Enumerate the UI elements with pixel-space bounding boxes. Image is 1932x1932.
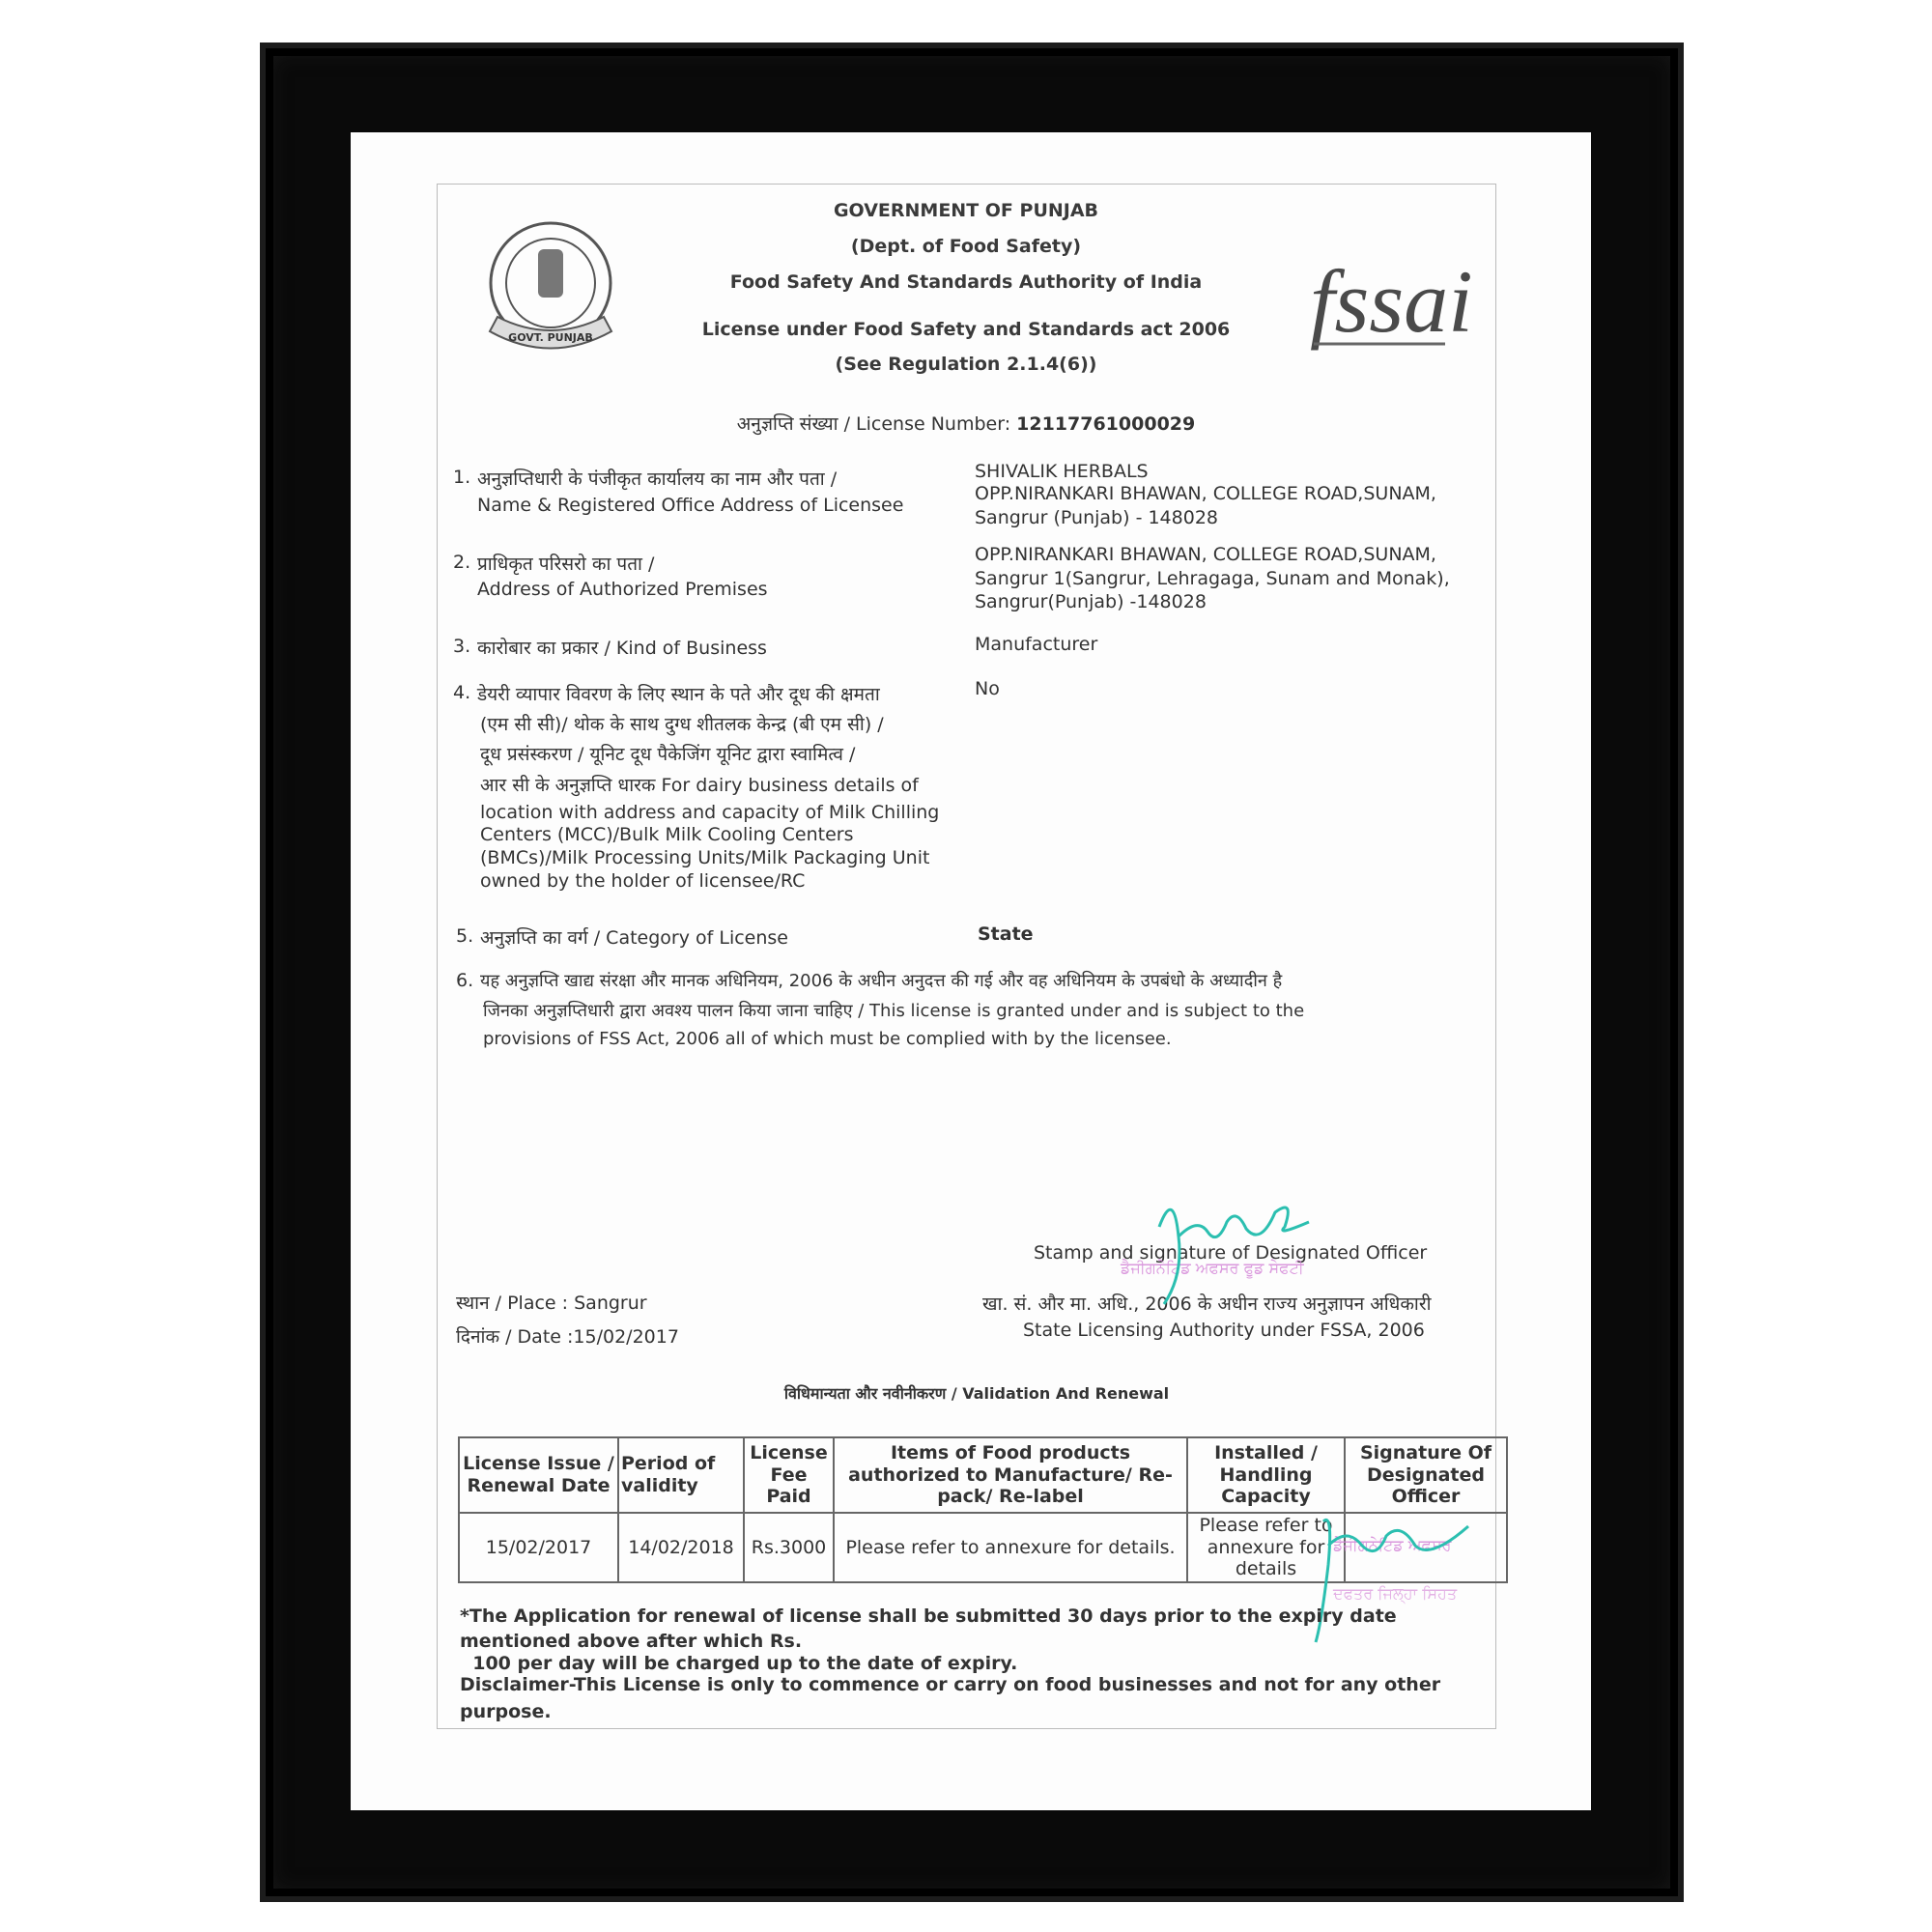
item-label: (BMCs)/Milk Processing Units/Milk Packaging Unit: [480, 847, 930, 868]
item-number: 2.: [453, 552, 471, 573]
officer-signature-icon: [1140, 1169, 1333, 1314]
place-value: Sangrur: [574, 1293, 647, 1314]
column-header: Installed / Handling Capacity: [1187, 1437, 1345, 1513]
license-number-value: 12117761000029: [1016, 413, 1196, 435]
dairy-business-value: No: [975, 678, 1000, 699]
authority-hindi: खा. सं. और मा. अधि., 2006 के अधीन राज्य अनुज्ञापन अधिकारी: [982, 1293, 1432, 1315]
header-line-1: GOVERNMENT OF PUNJAB: [833, 200, 1099, 221]
date-row: [456, 1328, 679, 1347]
disclaimer: Disclaimer-This License is only to commence or carry on food businesses and not for any other: [460, 1674, 1441, 1695]
item-label: Name & Registered Office Address of Licensee: [477, 495, 904, 516]
table-header-row: [459, 1437, 1507, 1513]
kind-of-business: Manufacturer: [975, 634, 1098, 655]
column-header: License Fee Paid: [744, 1437, 834, 1513]
item-number: 5.: [456, 925, 474, 947]
punjab-govt-seal-icon: [478, 220, 623, 365]
premises-address: Sangrur(Punjab) -148028: [975, 591, 1207, 612]
footer-note: *The Application for renewal of license shall be submitted 30 days prior to the expiry date: [460, 1605, 1397, 1627]
footer-note: mentioned above after which Rs.: [460, 1631, 803, 1652]
officer-stamp: ਡੈਜੀਗਨੇਟਿਡ ਅਫਸਰ ਫੂਡ ਸੇਫਟੀ: [1121, 1259, 1304, 1277]
svg-text:ਦਫਤਰ ਜਿਲ੍ਹਾ ਸਿਹਤ: ਦਫਤਰ ਜਿਲ੍ਹਾ ਸਿਹਤ: [1333, 1584, 1458, 1603]
svg-text:ਡੈਜੀਗਨੇਟਿਡ ਅਫਸਰ: ਡੈਜੀਗਨੇਟਿਡ ਅਫਸਰ: [1333, 1536, 1452, 1554]
table-signature-stamp-icon: [1294, 1507, 1526, 1662]
issue-date-cell: 15/02/2017: [459, 1513, 618, 1582]
item-label: कारोबार का प्रकार / Kind of Business: [477, 638, 767, 659]
capacity-cell: Please refer to annexure for details: [1187, 1513, 1345, 1582]
seal-text: GOVT. PUNJAB: [508, 331, 593, 344]
fee-cell: Rs.3000: [744, 1513, 834, 1582]
item-label: Centers (MCC)/Bulk Milk Cooling Centers: [480, 824, 854, 845]
license-category: State: [978, 923, 1034, 945]
license-number-label: अनुज्ञप्ति संख्या / License Number:: [736, 413, 1011, 435]
item-label: दूध प्रसंस्करण / यूनिट दूध पैकेजिंग यूनिट द्वारा स्वामित्व /: [480, 744, 856, 765]
svg-text:fssai: fssai: [1310, 252, 1473, 351]
place-row: [456, 1294, 647, 1313]
header-line-4: License under Food Safety and Standards act 2006: [701, 319, 1231, 340]
premises-address: Sangrur 1(Sangrur, Lehragaga, Sunam and Monak),: [975, 568, 1450, 589]
column-header: Period of validity: [618, 1437, 744, 1513]
item-label: आर सी के अनुज्ञप्ति धारक For dairy business details of: [480, 775, 919, 796]
validation-heading-hindi: विधिमान्यता और नवीनीकरण /: [783, 1384, 957, 1403]
licensee-name: SHIVALIK HERBALS: [975, 461, 1149, 482]
licensee-address: Sangrur (Punjab) - 148028: [975, 507, 1218, 528]
authority-label: State Licensing Authority under FSSA, 2006: [1023, 1320, 1425, 1341]
header-line-3: Food Safety And Standards Authority of India: [729, 271, 1203, 293]
validation-heading-english: Validation And Renewal: [962, 1384, 1170, 1403]
item-label: अनुज्ञप्तिधारी के पंजीकृत कार्यालय का नाम और पता /: [477, 469, 838, 490]
license-number-row: [737, 415, 1195, 434]
item-label: (एम सी सी)/ थोक के साथ दुग्ध शीतलक केन्द्र (बी एम सी) /: [480, 714, 884, 735]
stamp-signature-label: Stamp and signature of Designated Officer: [1034, 1242, 1428, 1264]
date-value: 15/02/2017: [573, 1326, 679, 1348]
validity-cell: 14/02/2018: [618, 1513, 744, 1582]
date-label: दिनांक / Date :: [456, 1326, 574, 1348]
header-line-5: (See Regulation 2.1.4(6)): [835, 354, 1097, 375]
item-label: provisions of FSS Act, 2006 all of which must be complied with by the licensee.: [483, 1029, 1172, 1049]
place-label: स्थान / Place :: [456, 1293, 569, 1314]
column-header: Signature Of Designated Officer: [1345, 1437, 1507, 1513]
premises-address: OPP.NIRANKARI BHAWAN, COLLEGE ROAD,SUNAM,: [975, 544, 1436, 565]
validation-heading: [784, 1386, 1169, 1402]
header-line-2: (Dept. of Food Safety): [850, 236, 1082, 257]
item-number: 1.: [453, 467, 471, 488]
licensee-address: OPP.NIRANKARI BHAWAN, COLLEGE ROAD,SUNAM,: [975, 483, 1436, 504]
item-label: location with address and capacity of Milk Chilling: [480, 802, 940, 823]
item-label: प्राधिकृत परिसरो का पता /: [477, 554, 655, 575]
footer-note: 100 per day will be charged up to the date of expiry.: [460, 1653, 1018, 1674]
column-header: Items of Food products authorized to Manufacture/ Re-pack/ Re-label: [834, 1437, 1187, 1513]
item-label: डेयरी व्यापार विवरण के लिए स्थान के पते और दूध की क्षमता: [477, 684, 880, 705]
column-header: License Issue / Renewal Date: [459, 1437, 618, 1513]
fssai-logo-icon: [1310, 220, 1473, 360]
item-number: 6.: [456, 970, 474, 991]
item-label: Address of Authorized Premises: [477, 579, 768, 600]
item-number: 3.: [453, 636, 471, 657]
item-number: 4.: [453, 682, 471, 703]
item-label: अनुज्ञप्ति का वर्ग / Category of License: [480, 927, 788, 949]
disclaimer: purpose.: [460, 1701, 552, 1722]
items-cell: Please refer to annexure for details.: [834, 1513, 1187, 1582]
item-label: यह अनुज्ञप्ति खाद्य संरक्षा और मानक अधिनियम, 2006 के अधीन अनुदत्त की गई और वह अधिनियम के उपबंधो के अध्यादीन है: [480, 971, 1283, 991]
item-label: जिनका अनुज्ञप्तिधारी द्वारा अवश्य पालन किया जाना चाहिए / This license is granted under and is subject to the: [483, 1001, 1305, 1021]
item-label: owned by the holder of licensee/RC: [480, 870, 806, 892]
